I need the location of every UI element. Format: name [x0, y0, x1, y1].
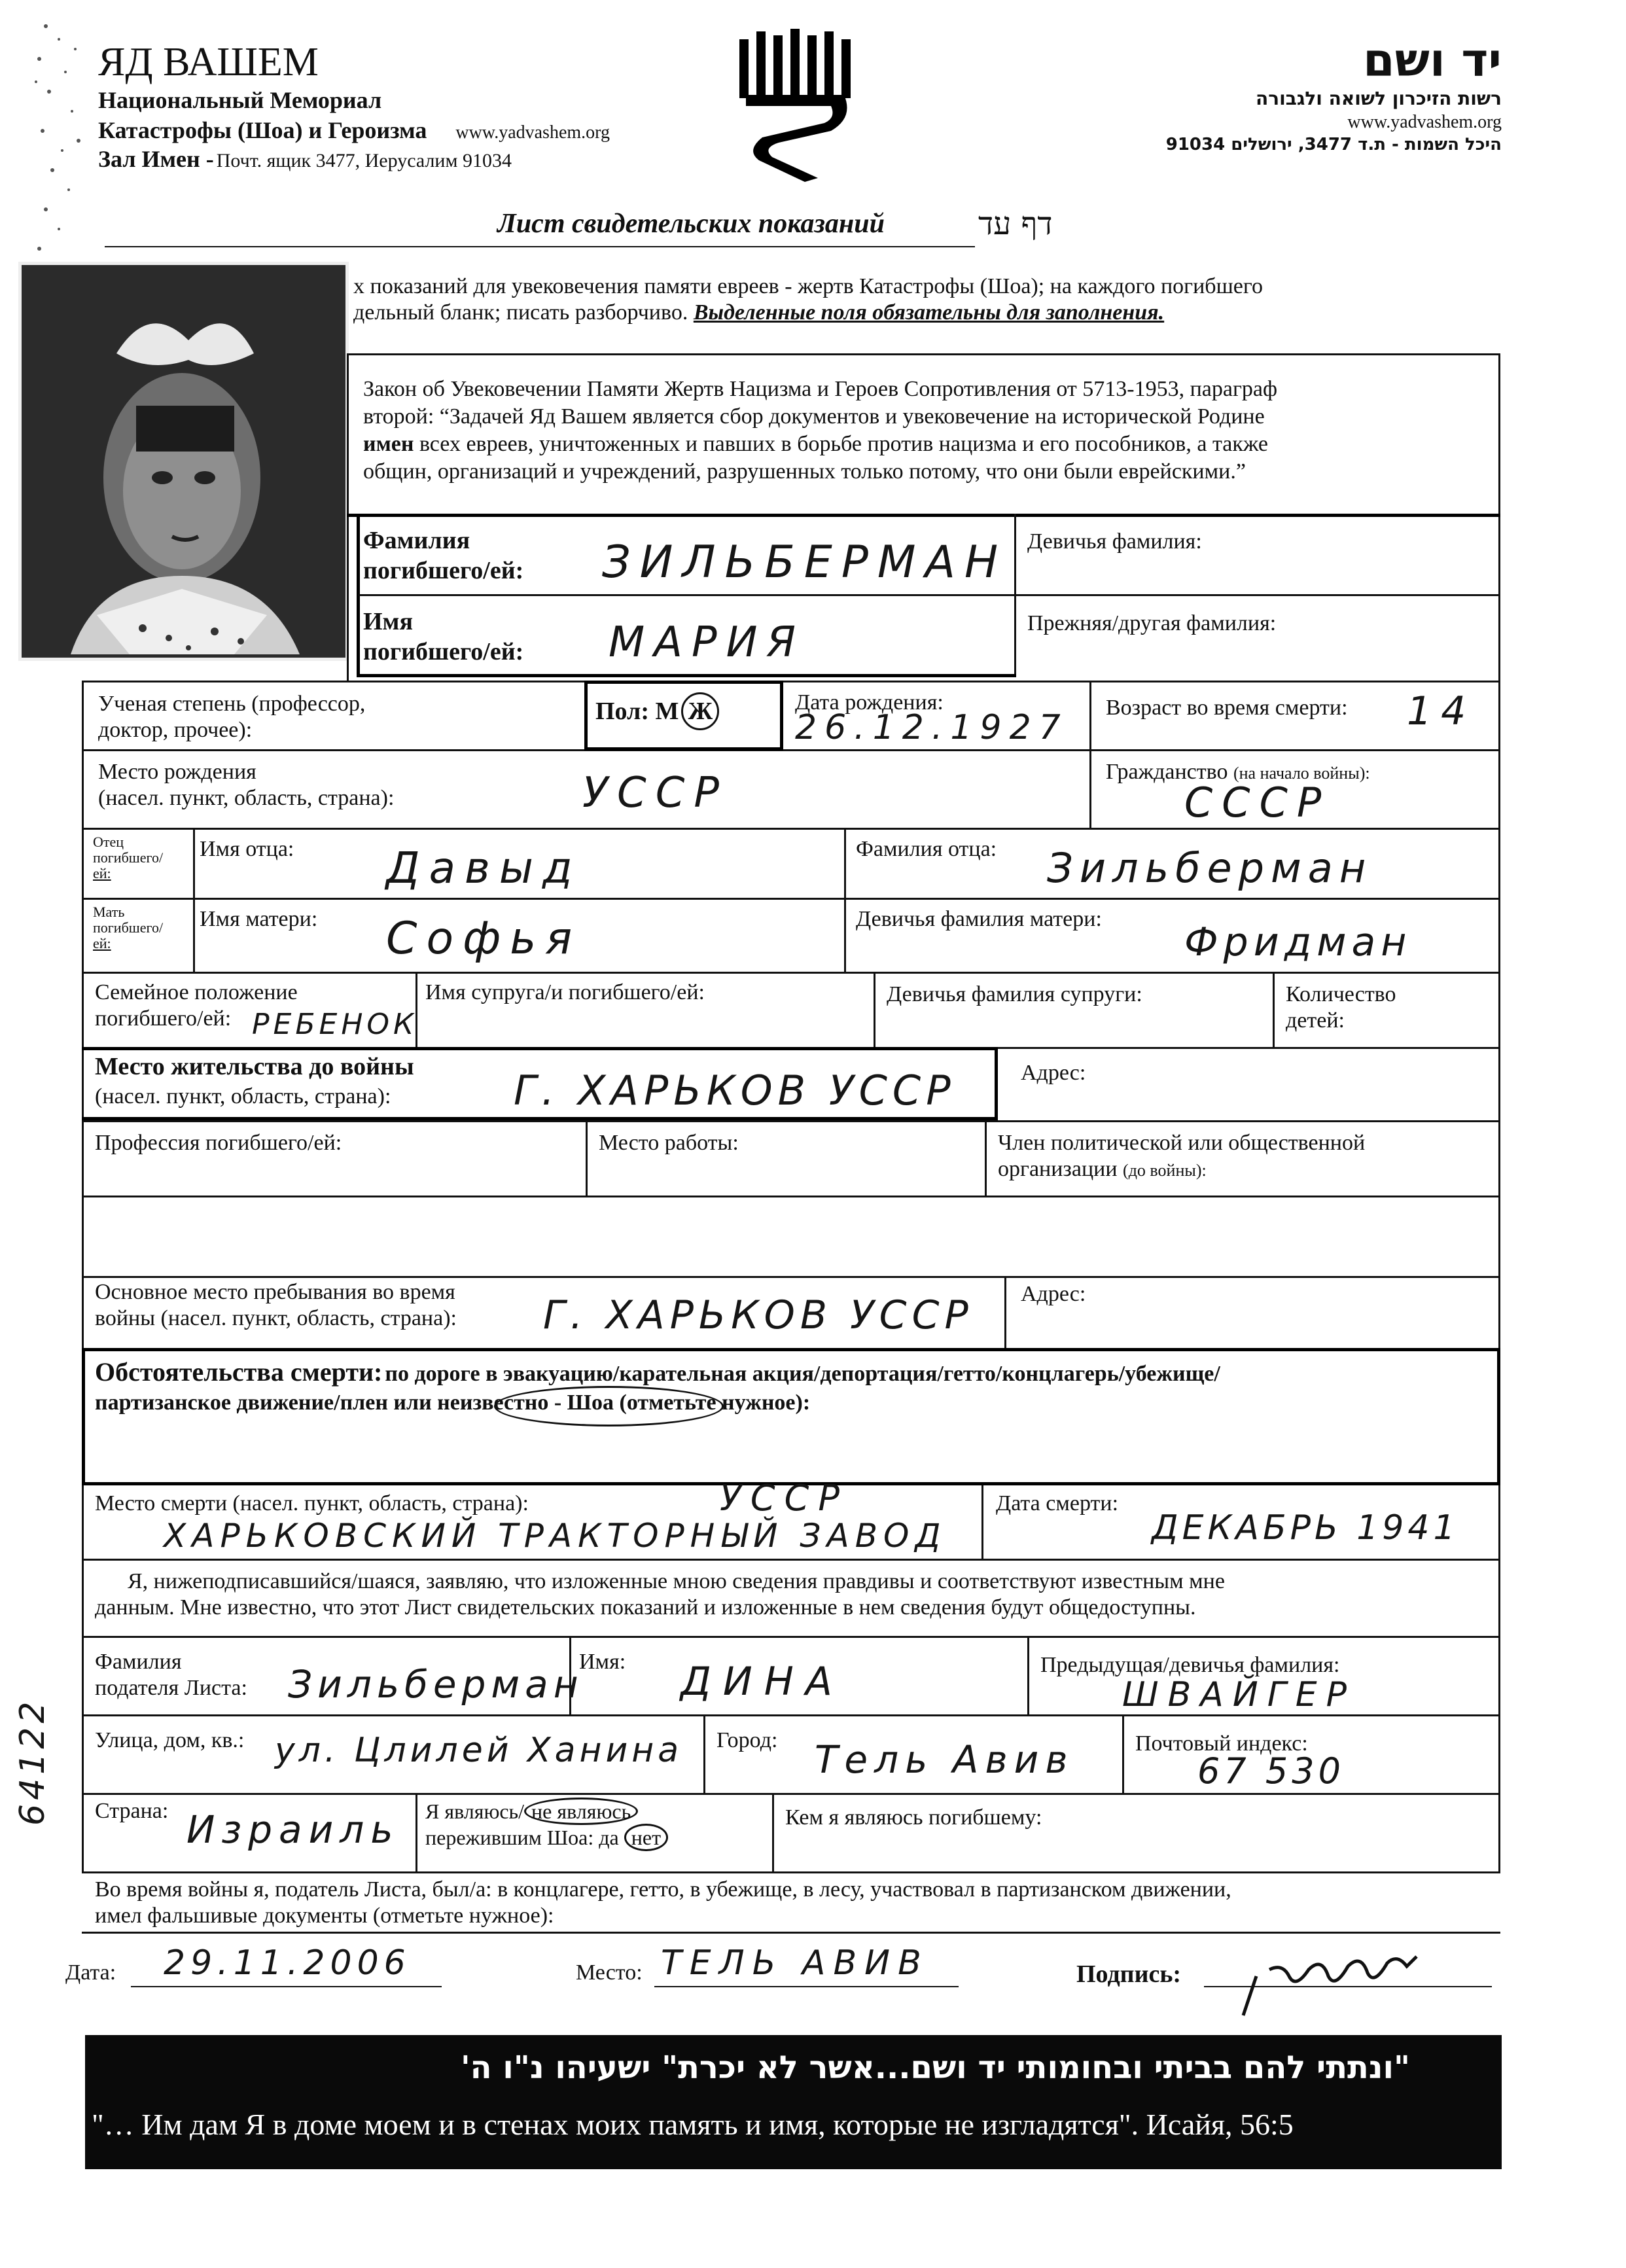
yad-vashem-logo: [733, 26, 864, 183]
age-value[interactable]: 14: [1407, 688, 1476, 734]
submitter-surname-value[interactable]: Зильберман: [288, 1662, 584, 1707]
hall-address: Почт. ящик 3477, Иерусалим 91034: [216, 150, 512, 171]
victim-surname-value[interactable]: ЗИЛЬБЕРМАН: [602, 537, 1008, 588]
declaration-line-2: данным. Мне известно, что этот Лист свидетельских показаний и изложенные в нем сведения будут общедоступны.: [95, 1595, 1196, 1620]
sex-field[interactable]: [595, 692, 719, 730]
mother-maiden-value[interactable]: Фридман: [1184, 919, 1412, 965]
family-status-label-2: погибшего/ей:: [95, 1006, 232, 1031]
father-side-2: погибшего/: [93, 849, 164, 866]
father-side-label: [93, 834, 163, 881]
submitter-prev-value[interactable]: ШВАЙГЕР: [1122, 1675, 1356, 1714]
form-title-he: דף עד: [978, 205, 1053, 242]
submit-place-label: Место:: [576, 1960, 643, 1985]
org-subtitle-he: רשות הזיכרון לשואה ולגבורה: [1256, 88, 1502, 109]
street-value[interactable]: ул. Цлилей Ханина: [275, 1731, 683, 1770]
org-subtitle-2: Катастрофы (Шоа) и Героизма: [98, 117, 427, 143]
org-member-label-2-main: организации: [998, 1157, 1118, 1181]
father-side-3: ей:: [93, 865, 111, 881]
father-name-value[interactable]: Давыд: [386, 843, 582, 893]
submitter-surname-label-2: подателя Листа:: [95, 1676, 247, 1700]
city-value[interactable]: Тель Авив: [815, 1737, 1074, 1782]
street-label: Улица, дом, кв.:: [95, 1728, 245, 1752]
death-circ-note: (отметьте нужное):: [619, 1391, 811, 1415]
zip-value[interactable]: 67 530: [1197, 1750, 1345, 1792]
birthplace-label-2: (насел. пункт, область, страна):: [98, 786, 395, 810]
mother-side-label: [93, 904, 163, 951]
law-line-2: второй: “Задачей Яд Вашем является сбор документов и увековечение на исторической Родине: [363, 404, 1265, 429]
father-surname-value[interactable]: Зильберман: [1047, 844, 1373, 892]
death-place-value-1[interactable]: УССР: [720, 1478, 849, 1519]
residence-value[interactable]: Г. ХАРЬКОВ УССР: [514, 1067, 956, 1114]
law-line-1: Закон об Увековечении Памяти Жертв Нацизма и Героев Сопротивления от 5713-1953, параграф: [363, 377, 1278, 401]
victim-photo: [18, 262, 349, 661]
intro-line-2-emphasis: Выделенные поля обязательны для заполнения.: [693, 300, 1165, 325]
scan-noise: [0, 0, 98, 275]
submitter-name-value[interactable]: ДИНА: [680, 1659, 844, 1705]
mother-name-value[interactable]: Софья: [386, 913, 582, 965]
signature-label: Подпись:: [1076, 1960, 1182, 1988]
submit-date-value[interactable]: 29.11.2006: [164, 1943, 411, 1983]
victim-surname-label-1: Фамилия: [363, 527, 470, 554]
intro-line-2: [353, 300, 1164, 326]
margin-number: 64122: [13, 1697, 52, 1826]
age-label: Возраст во время смерти:: [1106, 696, 1348, 720]
degree-label-1: Ученая степень (профессор,: [98, 692, 366, 716]
death-circ-options-1: по дороге в эвакуацию/карательная акция/депортация/гетто/концлагерь/убежище/: [385, 1362, 1220, 1386]
law-line-3-bold: имен: [363, 432, 414, 456]
mother-side-2: погибшего/: [93, 919, 164, 936]
org-title-ru: ЯД ВАШЕМ: [98, 40, 319, 84]
death-circ-label: Обстоятельства смерти:: [95, 1357, 383, 1387]
country-label: Страна:: [95, 1799, 169, 1823]
website-he: www.yadvashem.org: [1347, 112, 1502, 132]
profession-label: Профессия погибшего/ей:: [95, 1131, 342, 1155]
submitter-wartime-line-2: имел фальшивые документы (отметьте нужное):: [95, 1904, 554, 1928]
footer-quote-he: "ונתתי להם בביתי ובחומותי יד ושם...אשר לא יכרת" ישעיהו נ"ו ה': [460, 2049, 1410, 2086]
submit-date-label: Дата:: [65, 1960, 116, 1985]
org-member-note: (до войны):: [1123, 1161, 1207, 1180]
sex-female-circled[interactable]: Ж: [681, 692, 719, 730]
survivor-field[interactable]: [425, 1798, 668, 1851]
mother-maiden-label: Девичья фамилия матери:: [856, 907, 1102, 931]
death-date-value[interactable]: ДЕКАБРЬ 1941: [1152, 1508, 1459, 1548]
submitter-wartime-line-1: Во время войны я, податель Листа, был/а: в концлагере, гетто, в убежище, в лесу, участвовал в партизанском движении,: [95, 1877, 1231, 1902]
country-value[interactable]: Израиль: [186, 1807, 400, 1852]
degree-label-2: доктор, прочее):: [98, 718, 253, 742]
city-label: Город:: [716, 1728, 778, 1752]
survivor-yes[interactable]: да: [599, 1826, 619, 1849]
victim-name-label-2: погибшего/ей:: [363, 638, 524, 665]
death-circ-options-2: партизанское движение/плен или неизвестно - Шоа: [95, 1391, 614, 1415]
death-place-value-2[interactable]: ХАРЬКОВСКИЙ ТРАКТОРНЫЙ ЗАВОД: [164, 1517, 947, 1555]
mother-name-label: Имя матери:: [200, 907, 318, 931]
victim-surname-label-2: погибшего/ей:: [363, 557, 524, 584]
death-date-label: Дата смерти:: [996, 1491, 1119, 1515]
father-side-1: Отец: [93, 834, 124, 850]
death-place-label: Место смерти (насел. пункт, область, страна):: [95, 1491, 529, 1515]
form-title-ru: Лист свидетельских показаний: [497, 209, 885, 239]
mother-side-1: Мать: [93, 904, 125, 920]
citizenship-label-main: Гражданство: [1106, 760, 1228, 784]
citizenship-value[interactable]: СССР: [1184, 779, 1331, 826]
hall-label: Зал Имен -: [98, 146, 214, 172]
spouse-name-label: Имя супруга/и погибшего/ей:: [425, 980, 705, 1004]
wartime-place-label-2: войны (насел. пункт, область, страна):: [95, 1306, 457, 1330]
intro-line-2-start: дельный бланк; писать разборчиво.: [353, 300, 694, 325]
birthplace-label-1: Место рождения: [98, 760, 256, 784]
family-status-label-1: Семейное положение: [95, 980, 298, 1004]
father-name-label: Имя отца:: [200, 837, 294, 861]
residence-address-label: Адрес:: [1021, 1061, 1086, 1085]
spouse-maiden-label: Девичья фамилия супруги:: [887, 982, 1142, 1006]
survivor-label-1a: Я являюсь/: [425, 1799, 525, 1823]
citizenship-note: (на начало войны):: [1233, 764, 1370, 783]
submitter-surname-label-1: Фамилия: [95, 1650, 182, 1674]
submitter-prev-label: Предыдущая/девичья фамилия:: [1040, 1653, 1340, 1677]
header-right: [1166, 34, 1502, 156]
signature-mark[interactable]: [1230, 1937, 1426, 2022]
victim-name-label-1: Имя: [363, 608, 413, 635]
birthplace-value[interactable]: УССР: [582, 769, 728, 817]
birth-date-label: Дата рождения:: [795, 690, 944, 715]
residence-label-1: Место жительства до войны: [95, 1053, 414, 1080]
wartime-address-label: Адрес:: [1021, 1282, 1086, 1306]
children-label-1: Количество: [1286, 982, 1396, 1006]
website-ru: www.yadvashem.org: [455, 122, 610, 143]
footer-banner: [85, 2035, 1502, 2169]
zip-label: Почтовый индекс:: [1135, 1731, 1308, 1756]
header-left: [98, 39, 610, 173]
family-status-value[interactable]: РЕБЕНОК: [252, 1008, 418, 1041]
submit-place-value[interactable]: ТЕЛЬ АВИВ: [661, 1943, 929, 1983]
survivor-not-circled[interactable]: не являюсь: [524, 1798, 638, 1825]
sex-label: Пол: М: [595, 698, 679, 725]
survivor-label-2: пережившим Шоа:: [425, 1826, 594, 1849]
children-label-2: детей:: [1286, 1008, 1345, 1033]
org-subtitle-1: Национальный Мемориал: [98, 87, 382, 113]
law-line-3: [363, 431, 1268, 457]
org-member-label-1: Член политической или общественной: [998, 1131, 1366, 1155]
victim-name-value[interactable]: МАРИЯ: [609, 618, 805, 667]
wartime-place-label-1: Основное место пребывания во время: [95, 1280, 455, 1304]
survivor-no-circled[interactable]: нет: [624, 1824, 668, 1851]
submitter-name-label: Имя:: [579, 1650, 626, 1674]
org-member-label-2: [998, 1156, 1207, 1184]
death-circumstances[interactable]: [95, 1358, 1220, 1387]
father-surname-label: Фамилия отца:: [856, 837, 997, 861]
intro-line-1: х показаний для увековечения памяти евреев - жертв Катастрофы (Шоа); на каждого погибшего: [353, 274, 1263, 298]
hall-he: היכל השמות - ת.ד 3477, ירושלים 91034: [1165, 135, 1502, 154]
victim-prev-name-label: Прежняя/другая фамилия:: [1027, 611, 1277, 635]
wartime-place-value[interactable]: Г. ХАРЬКОВ УССР: [543, 1292, 974, 1338]
victim-maiden-label: Девичья фамилия:: [1027, 529, 1202, 554]
relation-label: Кем я являюсь погибшему:: [785, 1805, 1042, 1830]
workplace-label: Место работы:: [599, 1131, 739, 1155]
birth-date-value[interactable]: 26.12.1927: [795, 708, 1069, 747]
org-title-he: יד ושם: [1363, 33, 1502, 87]
declaration-line-1: Я, нижеподписавшийся/шаяся, заявляю, что изложенные мною сведения правдивы и соответствуют известным мне: [128, 1569, 1225, 1593]
law-line-3-rest: всех евреев, уничтоженных и павших в борьбе против нацизма и его пособников, а также: [414, 432, 1268, 456]
law-line-4: общин, организаций и учреждений, разрушенных только потому, что они были еврейскими.”: [363, 459, 1246, 484]
mother-side-3: ей:: [93, 935, 111, 951]
unknown-shoa-circle: [494, 1386, 724, 1426]
footer-quote-ru: "… Им дам Я в доме моем и в стенах моих память и имя, которые не изгладятся". Исайя, 56:5: [92, 2108, 1294, 2141]
residence-label-2: (насел. пункт, область, страна):: [95, 1084, 391, 1108]
